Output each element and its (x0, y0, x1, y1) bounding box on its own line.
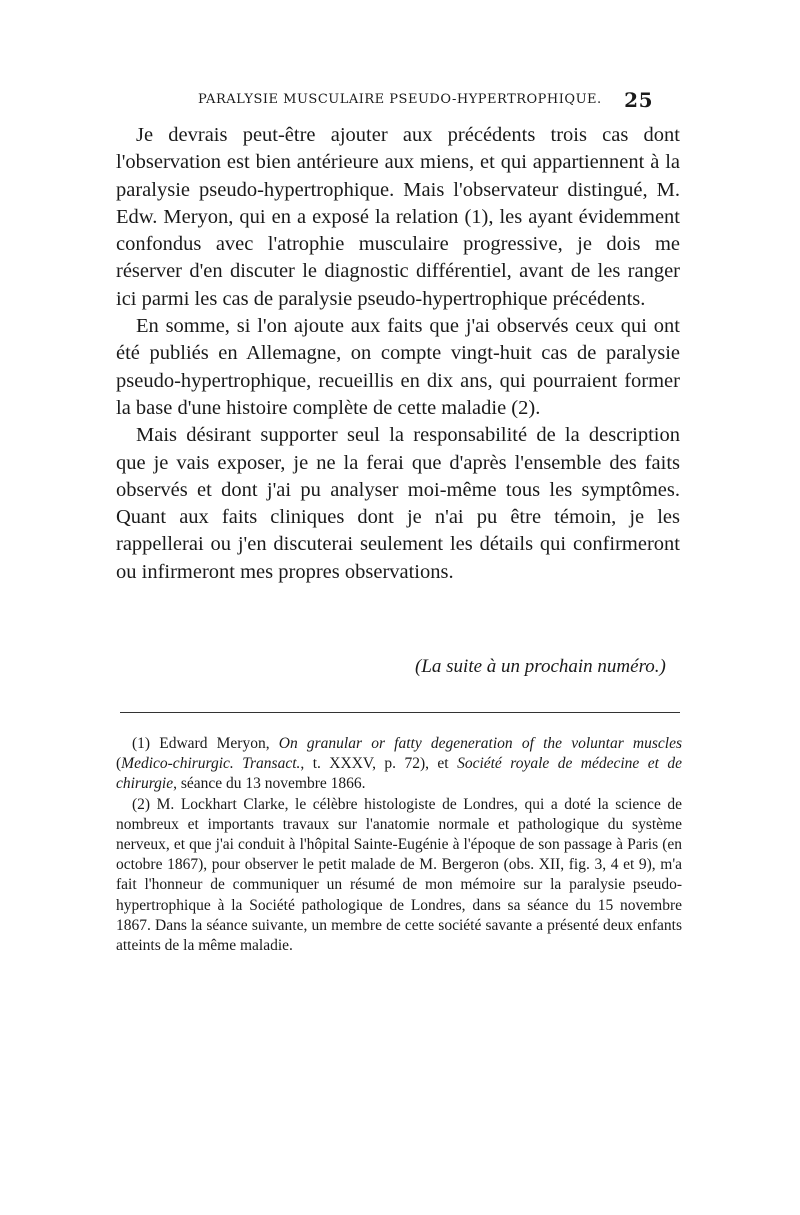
footnote-1 (116, 734, 682, 795)
footnote-1-part: ( (116, 755, 122, 773)
footnote-1-journal: Medico-chirurgic. Transact. (121, 755, 301, 773)
continued-note (415, 656, 666, 678)
footnote-1-part: , séance du 13 novembre 1866. (173, 775, 366, 793)
footnote-1-title: On granular or fatty degeneration of the voluntar muscles (278, 735, 682, 752)
paragraph-2: En somme, si l'on ajoute aux faits que j'ai observés ceux qui ont été publiés en Allemagne, on compte vingt-huit cas de paralysie pseudo-hypertrophique, recueillis en dix ans, qui pourraient former la base d'une histoire complète de cette maladie (2). (116, 315, 680, 419)
page-number: 25 (624, 88, 653, 112)
running-title: PARALYSIE MUSCULAIRE PSEUDO-HYPERTROPHIQUE. (198, 92, 602, 107)
footnote-2: (2) M. Lockhart Clarke, le célèbre histologiste de Londres, qui a doté la science de nombreux et importants travaux sur l'anatomie normale et pathologique du système nerveux, et que j'ai conduit à l'hôpital Sainte-Eugénie à l'époque de son passage à Paris (en octobre 1867), pour observer le petit malade de M. Bergeron (obs. XII, fig. 3, 4 et 9), m'a fait l'honneur de communiquer un résumé de mon mémoire sur la paralysie pseudo-hypertrophique à la Société pathologique de Londres, dans sa séance du 15 novembre 1867. Dans la séance suivante, un membre de cette société savante a présenté deux enfants atteints de la même maladie. (116, 795, 682, 955)
continued-text: (La suite à un prochain numéro.) (415, 656, 666, 677)
footnotes (116, 734, 682, 956)
footnote-rule (120, 712, 680, 713)
paragraph-3: Mais désirant supporter seul la responsabilité de la description que je vais exposer, je ne la ferai que d'après l'ensemble des faits observés et dont j'ai pu analyser moi-même tous les symptômes. Quant aux faits cliniques dont je n'ai pu être témoin, je les rappellerai ou j'en discuterai seulement les détails qui confirmeront ou infirmeront mes propres observations. (116, 424, 680, 583)
footnote-1-part: (1) Edward Meryon, (132, 735, 279, 752)
footnote-1-society: Société royale de médecine et de chirurgie (116, 755, 682, 793)
footnote-1-part: , t. XXXV, p. 72), et (300, 755, 458, 773)
body-text (116, 122, 680, 586)
paragraph-1: Je devrais peut-être ajouter aux précédents trois cas dont l'observation est bien antérieure aux miens, et qui appartiennent à la paralysie pseudo-hypertrophique. Mais l'observateur distingué, M. Edw. Meryon, qui en a exposé la relation (1), les ayant évidemment confondus avec l'atrophie musculaire progressive, je dois me réserver d'en discuter le diagnostic différentiel, avant de les ranger ici parmi les cas de paralysie pseudo-hypertrophique précédents. (116, 124, 680, 310)
